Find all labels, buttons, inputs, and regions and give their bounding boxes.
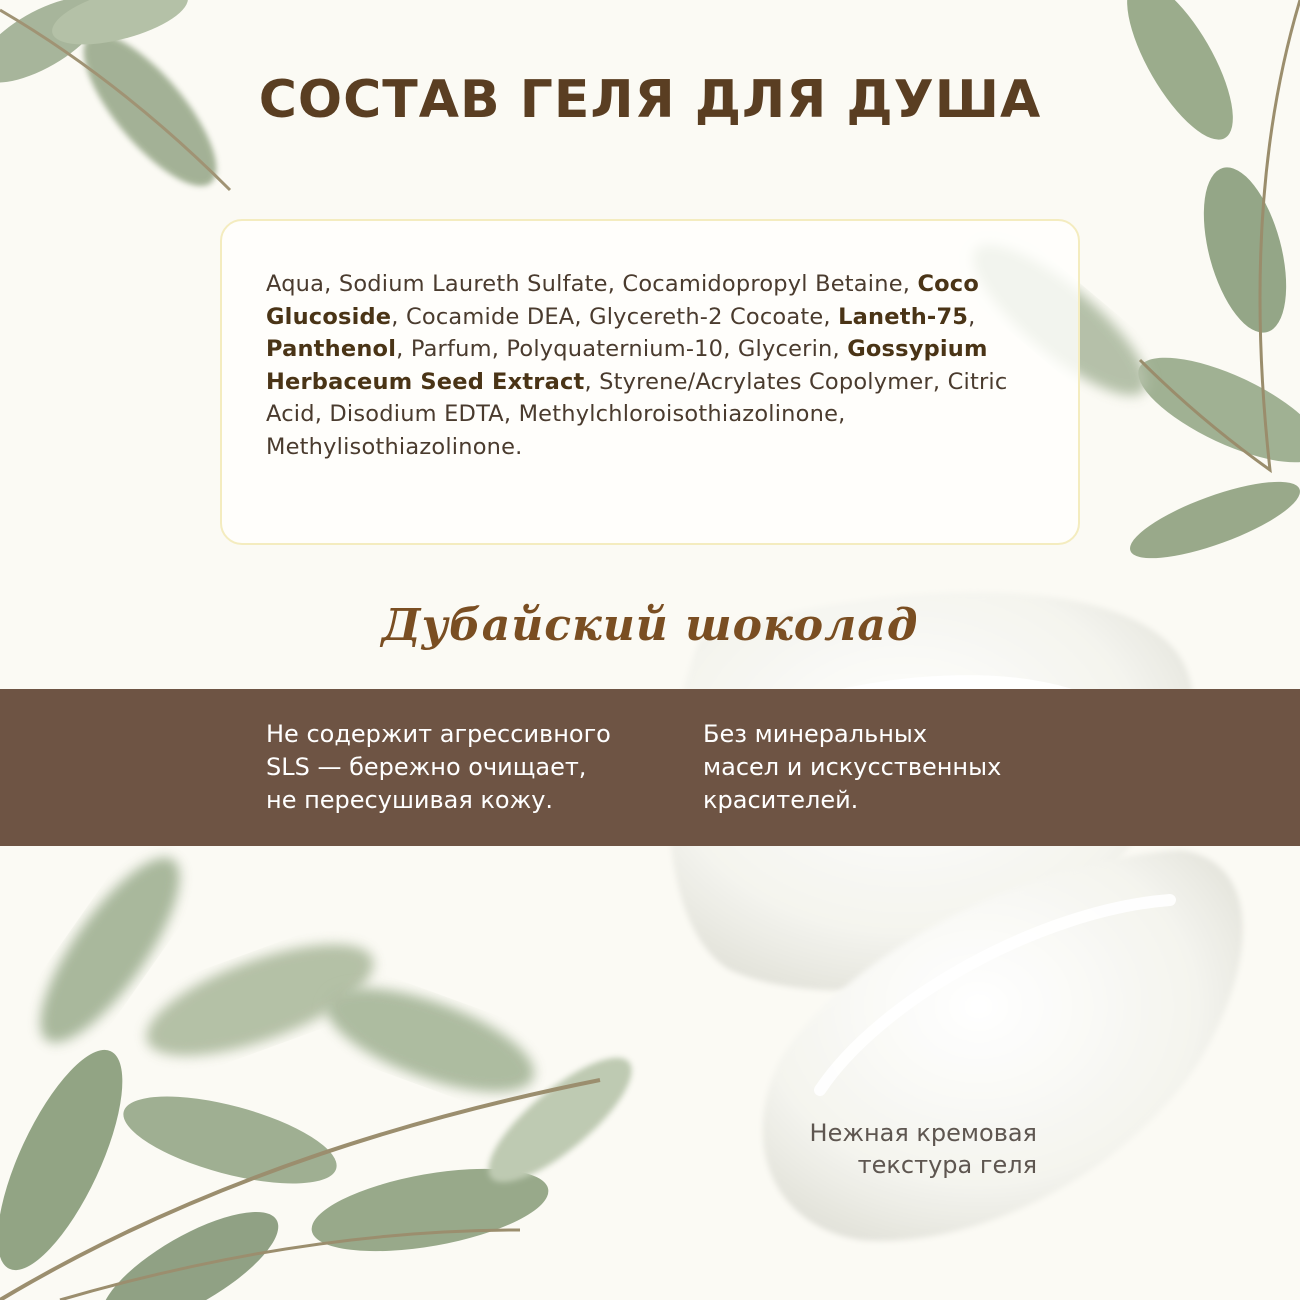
ingredient-text: , Styrene/Acrylates Copolymer, Citric Acid, Disodium EDTA, Methylchloroisothiazolinone, Methylisothiazolinone. bbox=[266, 368, 1008, 460]
ingredient-text: , Parfum, Polyquaternium-10, Glycerin, bbox=[396, 336, 848, 362]
ingredient-text: Aqua, Sodium Laureth Sulfate, Cocamidopropyl Betaine, bbox=[266, 271, 918, 297]
ingredient-text: , bbox=[968, 303, 976, 330]
feature-no-sls: Не содержит агрессивного SLS — бережно очищает, не пересушивая кожу. bbox=[266, 720, 611, 814]
ingredients-list bbox=[266, 268, 1066, 463]
product-name: Дубайский шоколад bbox=[381, 600, 919, 651]
ingredient-highlight: Laneth-75 bbox=[838, 303, 969, 330]
ingredient-highlight: Coco Glucoside bbox=[266, 271, 980, 330]
page-title: СОСТАВ ГЕЛЯ ДЛЯ ДУША bbox=[258, 70, 1042, 130]
ingredient-highlight: Panthenol bbox=[266, 336, 397, 362]
feature-no-mineral-oils: Без минеральных масел и искусственных красителей. bbox=[703, 720, 1002, 814]
ingredient-highlight: Gossypium Herbaceum Seed Extract bbox=[266, 336, 988, 395]
texture-caption: Нежная кремовая текстура геля bbox=[809, 1119, 1037, 1179]
ingredient-text: , Cocamide DEA, Glycereth-2 Cocoate, bbox=[391, 303, 839, 330]
